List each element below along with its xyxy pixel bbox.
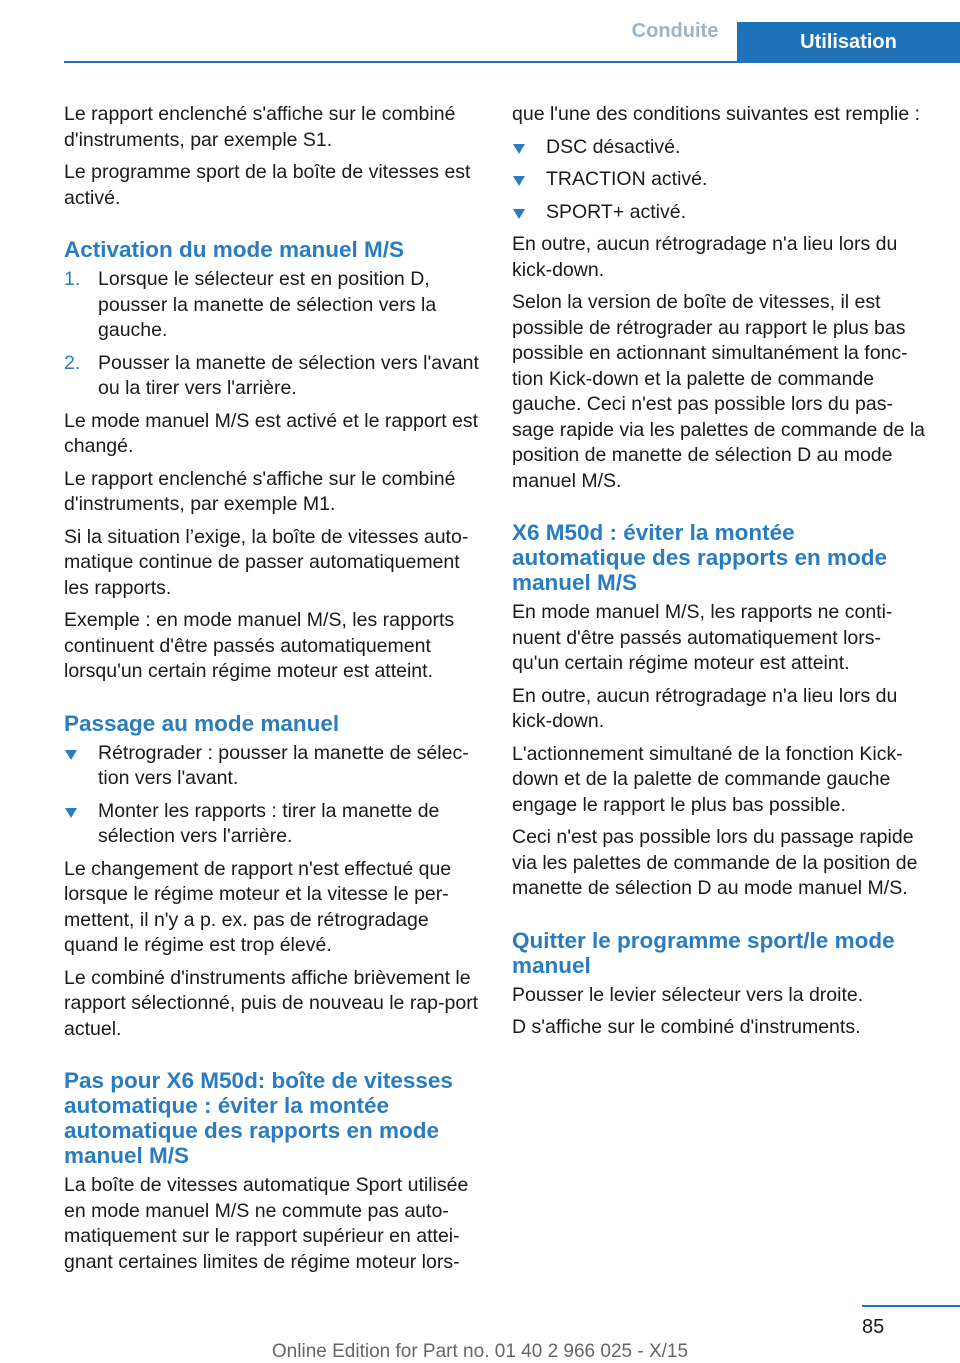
paragraph: Le changement de rapport n'est effectué que lorsque le régime moteur et la vitesse le per-mettent, il n'y a p. ex. pas de rétrogradage quand le régime est trop élevé.	[64, 857, 452, 956]
triangle-bullet-icon	[513, 176, 525, 186]
bullet-item	[512, 200, 928, 226]
paragraph: Selon la version de boîte de vitesses, il est possible de rétrograder au rapport le plus bas possible en actionnant simultanément la fonc-tion Kick-down et la palette de commande gauche. Ceci n'est pas possible lors du pas-sage rapide via les palettes de commande de la position de manette de sélection D au mode manuel M/S.	[512, 291, 926, 492]
footer-rule	[862, 1305, 960, 1307]
section-heading: X6 M50d : éviter la montée automatique des rapports en mode manuel M/S	[512, 520, 888, 595]
edition-watermark: Online Edition for Part no. 01 40 2 966 025 - X/15	[271, 1341, 689, 1362]
paragraph: Ceci n'est pas possible lors du passage rapide via les palettes de commande de la position de manette de sélection D au mode manuel M/S.	[512, 826, 918, 899]
paragraph: Le rapport enclenché s'affiche sur le combiné d'instruments, par exemple M1.	[64, 467, 456, 515]
numbered-step	[64, 351, 480, 402]
bullet-item	[64, 741, 480, 792]
paragraph: Si la situation l’exige, la boîte de vitesses auto-matique continue de passer automatiquement les rapports.	[64, 525, 469, 599]
bullet-item	[512, 135, 928, 161]
section-heading: Quitter le programme sport/le mode manuel	[512, 927, 895, 978]
bullet-text: Rétrograder : pousser la manette de sélec-tion vers l'avant.	[98, 741, 469, 789]
bullet-text: TRACTION activé.	[546, 168, 708, 190]
paragraph: Le mode manuel M/S est activé et le rapport est changé.	[64, 409, 479, 457]
paragraph: D s'affiche sur le combiné d'instruments.	[512, 1016, 861, 1038]
paragraph: que l'une des conditions suivantes est remplie :	[512, 103, 921, 125]
bullet-item	[64, 799, 480, 850]
paragraph: Le rapport enclenché s'affiche sur le combiné d'instruments, par exemple S1.	[64, 103, 456, 151]
paragraph: En outre, aucun rétrogradage n'a lieu lors du kick-down.	[512, 233, 898, 281]
step-text: Lorsque le sélecteur est en position D, pousser la manette de sélection vers la gauche.	[98, 268, 437, 341]
paragraph: Le combiné d'instruments affiche brièvement le rapport sélectionné, puis de nouveau le rap-port actuel.	[64, 966, 479, 1040]
triangle-bullet-icon	[65, 750, 77, 760]
bullet-text: Monter les rapports : tirer la manette de sélection vers l'arrière.	[98, 799, 440, 847]
numbered-step	[64, 267, 480, 344]
paragraph: L'actionnement simultané de la fonction Kick-down et de la palette de commande gauche engage le rapport le plus bas possible.	[512, 742, 903, 816]
page-header	[0, 0, 960, 63]
triangle-bullet-icon	[65, 808, 77, 818]
paragraph: En outre, aucun rétrogradage n'a lieu lors du kick-down.	[512, 684, 898, 732]
section-heading: Passage au mode manuel	[64, 710, 340, 736]
section-heading: Pas pour X6 M50d: boîte de vitesses automatique : éviter la montée automatique des rapports en mode manuel M/S	[64, 1068, 453, 1168]
triangle-bullet-icon	[513, 144, 525, 154]
triangle-bullet-icon	[513, 209, 525, 219]
bullet-text: SPORT+ activé.	[546, 200, 686, 223]
bullet-text: DSC désactivé.	[546, 135, 681, 158]
paragraph: Pousser le levier sélecteur vers la droite.	[512, 983, 864, 1006]
section-tab-conduite: Conduite	[631, 19, 719, 42]
page-number: 85	[862, 1316, 885, 1338]
paragraph: Le programme sport de la boîte de vitesses est activé.	[64, 161, 471, 209]
section-tab-utilisation: Utilisation	[737, 22, 960, 62]
left-column	[64, 102, 480, 1282]
right-column	[512, 102, 928, 1048]
section-heading: Activation du mode manuel M/S	[64, 237, 405, 262]
step-text: Pousser la manette de sélection vers l'avant ou la tirer vers l'arrière.	[98, 351, 479, 399]
bullet-item	[512, 167, 928, 193]
paragraph: La boîte de vitesses automatique Sport utilisée en mode manuel M/S ne commute pas auto-matiquement sur le rapport supérieur en attei-gnant certaines limites de régime moteur lors-	[64, 1174, 469, 1273]
step-number: 1.	[64, 268, 81, 290]
header-rule	[64, 61, 960, 63]
paragraph: En mode manuel M/S, les rapports ne conti-nuent d'être passés automatiquement lors-qu'un certain régime moteur est atteint.	[512, 601, 893, 674]
paragraph: Exemple : en mode manuel M/S, les rapports continuent d'être passés automatiquement lorsqu'un certain régime moteur est atteint.	[64, 609, 455, 682]
step-number: 2.	[64, 351, 81, 374]
